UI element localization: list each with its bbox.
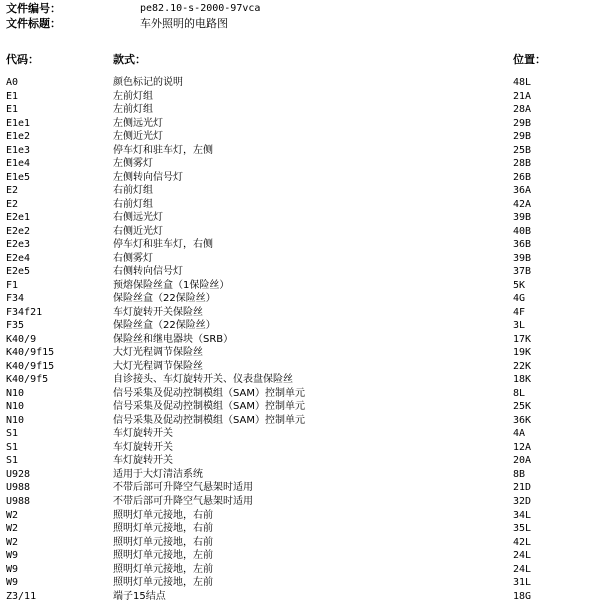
component-position: 24L (513, 563, 532, 575)
component-code: E1 (6, 104, 19, 116)
component-name: 左侧远光灯 (113, 117, 163, 129)
component-position: 21D (513, 482, 532, 494)
list-item (0, 495, 600, 509)
component-name: 照明灯单元接地，右前 (113, 509, 213, 521)
component-position: 21A (513, 90, 532, 102)
component-name: 适用于大灯清洁系统 (113, 468, 203, 480)
component-name: 端子15结点 (113, 590, 166, 602)
component-code: E2e3 (6, 239, 31, 251)
component-code: W2 (6, 536, 19, 548)
column-header-position: 位置： (513, 53, 546, 66)
component-name: 车灯旋转开关 (113, 428, 173, 440)
component-position: 28A (513, 104, 532, 116)
component-position: 29B (513, 117, 532, 129)
component-name: 右侧雾灯 (113, 252, 153, 264)
component-code: E1e3 (6, 144, 31, 156)
component-name: 停车灯和驻车灯，右侧 (113, 239, 213, 251)
component-position: 28B (513, 158, 532, 170)
component-name: 保险丝和继电器块（SRB） (113, 333, 234, 345)
list-item (0, 76, 600, 90)
component-position: 5K (513, 279, 526, 291)
component-name: 照明灯单元接地，左前 (113, 577, 213, 589)
component-code: E2e2 (6, 225, 31, 237)
component-name: 信号采集及促动控制模组（SAM）控制单元 (113, 414, 306, 426)
component-name: 信号采集及促动控制模组（SAM）控制单元 (113, 387, 306, 399)
component-position: 22K (513, 360, 532, 372)
list-item (0, 144, 600, 158)
file-number-value: pe82.10-s-2000-97vca (140, 3, 261, 14)
component-code: F34 (6, 293, 25, 305)
component-position: 36K (513, 414, 532, 426)
component-position: 24L (513, 550, 532, 562)
component-name: 右侧远光灯 (113, 212, 163, 224)
component-code: Z3/11 (6, 590, 37, 602)
component-code: E2e1 (6, 212, 31, 224)
component-position: 26B (513, 171, 532, 183)
list-item (0, 265, 600, 279)
component-code: A0 (6, 77, 19, 88)
component-position: 40B (513, 225, 532, 237)
component-list (0, 76, 600, 603)
list-item (0, 387, 600, 401)
component-name: 大灯光程调节保险丝 (113, 360, 203, 372)
component-name: 照明灯单元接地，左前 (113, 563, 213, 575)
component-code: K40/9 (6, 333, 37, 345)
list-item (0, 252, 600, 266)
list-item (0, 333, 600, 347)
column-header-code: 代码： (6, 53, 39, 66)
component-code: W9 (6, 563, 19, 575)
list-item (0, 454, 600, 468)
component-position: 19K (513, 347, 532, 359)
component-position: 36A (513, 185, 532, 197)
component-name: 停车灯和驻车灯，左侧 (113, 144, 213, 156)
list-item (0, 157, 600, 171)
component-code: F35 (6, 320, 25, 332)
list-item (0, 576, 600, 590)
list-item (0, 103, 600, 117)
component-position: 42L (513, 536, 532, 548)
component-code: E1e5 (6, 171, 31, 183)
list-item (0, 306, 600, 320)
list-item (0, 549, 600, 563)
list-item (0, 90, 600, 104)
component-code: K40/9f15 (6, 347, 55, 359)
component-position: 48L (513, 77, 532, 88)
component-name: 不带后部可升降空气悬架时适用 (113, 482, 253, 494)
component-name: 左侧转向信号灯 (113, 171, 183, 183)
component-code: F1 (6, 279, 19, 291)
component-code: E1e2 (6, 131, 31, 143)
component-code: W2 (6, 523, 19, 535)
list-item (0, 225, 600, 239)
component-name: 颜色标记的说明 (113, 77, 183, 88)
list-item (0, 522, 600, 536)
component-code: W9 (6, 577, 19, 589)
list-item (0, 400, 600, 414)
list-item (0, 319, 600, 333)
list-item (0, 414, 600, 428)
component-position: 4F (513, 306, 526, 318)
component-position: 3L (513, 320, 526, 332)
component-code: E2e5 (6, 266, 31, 278)
component-name: 自诊接头、车灯旋转开关、仪表盘保险丝 (113, 374, 293, 386)
component-code: F34f21 (6, 306, 43, 318)
component-position: 31L (513, 577, 532, 589)
component-position: 39B (513, 252, 532, 264)
list-item (0, 171, 600, 185)
list-item (0, 590, 600, 603)
list-item (0, 509, 600, 523)
component-code: K40/9f5 (6, 374, 49, 386)
list-item (0, 468, 600, 482)
component-position: 36B (513, 239, 532, 251)
component-name: 右前灯组 (113, 198, 153, 210)
component-position: 12A (513, 441, 532, 453)
component-code: E1e1 (6, 117, 31, 129)
component-name: 保险丝盒（22保险丝） (113, 320, 216, 332)
list-item (0, 360, 600, 374)
component-code: W2 (6, 509, 19, 521)
component-code: E1 (6, 90, 19, 102)
component-name: 右前灯组 (113, 185, 153, 197)
file-title-value: 车外照明的电路图 (140, 17, 228, 30)
component-name: 车灯旋转开关保险丝 (113, 306, 203, 318)
component-name: 大灯光程调节保险丝 (113, 347, 203, 359)
component-position: 35L (513, 523, 532, 535)
column-header-name: 款式： (113, 53, 146, 66)
component-position: 4G (513, 293, 526, 305)
component-code: N10 (6, 414, 25, 426)
component-position: 39B (513, 212, 532, 224)
component-code: K40/9f15 (6, 360, 55, 372)
component-position: 32D (513, 495, 532, 507)
component-name: 车灯旋转开关 (113, 455, 173, 467)
component-code: E2 (6, 198, 19, 210)
component-name: 左侧近光灯 (113, 131, 163, 143)
list-item (0, 427, 600, 441)
list-item (0, 346, 600, 360)
component-code: U988 (6, 482, 31, 494)
component-position: 8L (513, 387, 526, 399)
list-item (0, 184, 600, 198)
component-code: E1e4 (6, 158, 31, 170)
component-code: N10 (6, 401, 25, 413)
list-item (0, 211, 600, 225)
component-code: S1 (6, 455, 19, 467)
component-code: U988 (6, 495, 31, 507)
component-position: 34L (513, 509, 532, 521)
list-item (0, 373, 600, 387)
component-position: 17K (513, 333, 532, 345)
component-code: S1 (6, 428, 19, 440)
component-position: 18G (513, 590, 532, 602)
component-name: 车灯旋转开关 (113, 441, 173, 453)
component-code: E2e4 (6, 252, 31, 264)
component-name: 照明灯单元接地，右前 (113, 536, 213, 548)
component-code: W9 (6, 550, 19, 562)
component-position: 25K (513, 401, 532, 413)
component-code: N10 (6, 387, 25, 399)
list-item (0, 481, 600, 495)
component-name: 保险丝盒（22保险丝） (113, 293, 216, 305)
component-position: 20A (513, 455, 532, 467)
component-code: E2 (6, 185, 19, 197)
component-position: 37B (513, 266, 532, 278)
list-item (0, 130, 600, 144)
component-name: 左侧雾灯 (113, 158, 153, 170)
file-number-label: 文件编号： (6, 2, 61, 15)
component-position: 42A (513, 198, 532, 210)
component-name: 照明灯单元接地，右前 (113, 523, 213, 535)
component-name: 照明灯单元接地，左前 (113, 550, 213, 562)
component-position: 29B (513, 131, 532, 143)
component-name: 右侧转向信号灯 (113, 266, 183, 278)
list-item (0, 563, 600, 577)
list-item (0, 441, 600, 455)
file-title-label: 文件标题： (6, 17, 61, 30)
list-item (0, 292, 600, 306)
component-name: 左前灯组 (113, 104, 153, 116)
component-name: 预熔保险丝盒（1保险丝） (113, 279, 230, 291)
component-position: 18K (513, 374, 532, 386)
list-item (0, 238, 600, 252)
component-position: 8B (513, 468, 526, 480)
list-item (0, 279, 600, 293)
component-position: 25B (513, 144, 532, 156)
list-item (0, 536, 600, 550)
component-code: U928 (6, 468, 31, 480)
component-name: 不带后部可升降空气悬架时适用 (113, 495, 253, 507)
list-item (0, 198, 600, 212)
component-position: 4A (513, 428, 526, 440)
list-item (0, 117, 600, 131)
component-name: 信号采集及促动控制模组（SAM）控制单元 (113, 401, 306, 413)
component-name: 左前灯组 (113, 90, 153, 102)
component-code: S1 (6, 441, 19, 453)
component-name: 右侧近光灯 (113, 225, 163, 237)
